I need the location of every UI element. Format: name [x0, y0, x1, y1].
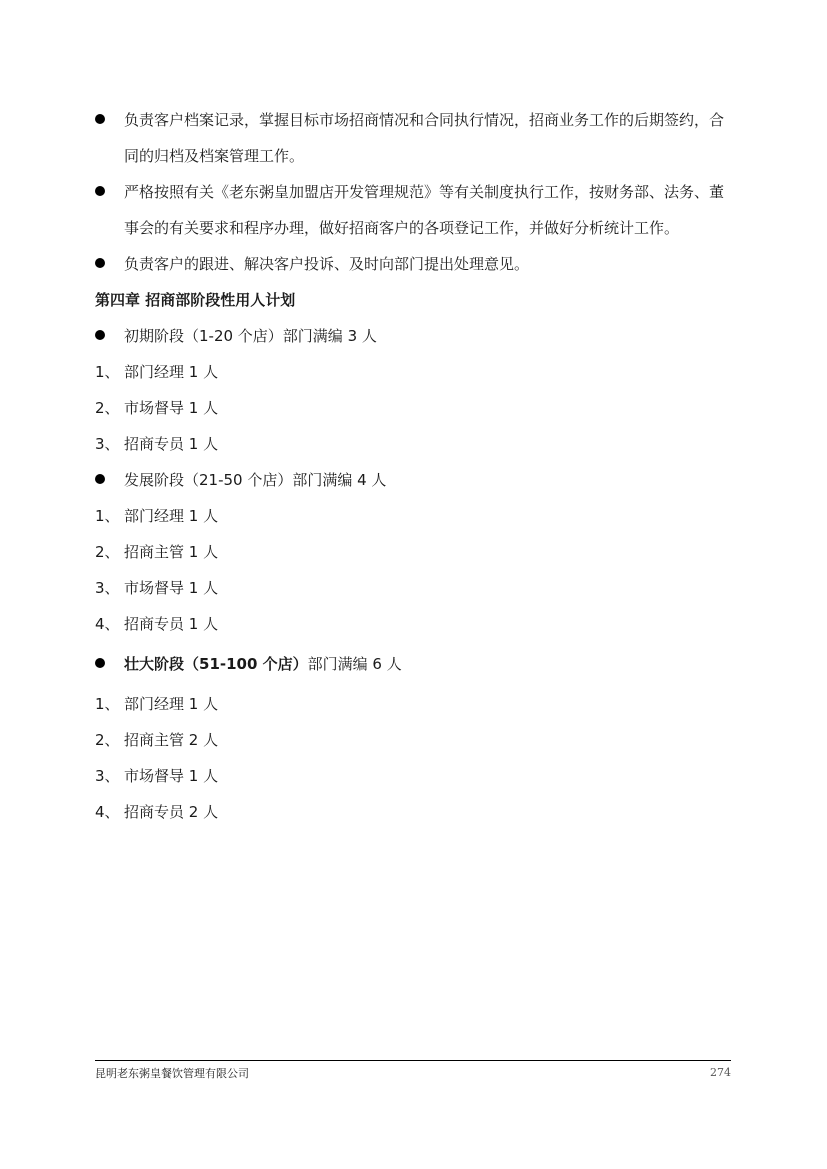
phase-title: 发展阶段（21-50 个店）部门满编 4 人 — [124, 471, 387, 489]
phase-bullet — [95, 462, 735, 498]
item-number: 2、 — [95, 543, 120, 561]
item-text: 招商专员 1 人 — [124, 615, 219, 633]
list-item — [95, 794, 735, 830]
item-text: 市场督导 1 人 — [124, 579, 219, 597]
phase-title-bold: 壮大阶段（51-100 个店） — [124, 655, 308, 673]
list-item — [95, 758, 735, 794]
item-text: 部门经理 1 人 — [124, 507, 219, 525]
list-item — [95, 606, 735, 642]
item-number: 4、 — [95, 615, 120, 633]
item-number: 3、 — [95, 579, 120, 597]
list-item — [95, 686, 735, 722]
list-item — [95, 570, 735, 606]
bullet-item — [95, 102, 735, 174]
bullet-text: 严格按照有关《老东粥皇加盟店开发管理规范》等有关制度执行工作，按财务部、法务、董事会的有关要求和程序办理，做好招商客户的各项登记工作，并做好分析统计工作。 — [124, 183, 725, 237]
bullet-text: 负责客户的跟进、解决客户投诉、及时向部门提出处理意见。 — [124, 255, 530, 273]
document-body — [95, 102, 735, 830]
bullet-text: 负责客户档案记录，掌握目标市场招商情况和合同执行情况，招商业务工作的后期签约，合同的归档及档案管理工作。 — [124, 111, 725, 165]
list-item — [95, 498, 735, 534]
bullet-dot-icon — [95, 186, 105, 196]
list-item — [95, 534, 735, 570]
footer-company: 昆明老东粥皇餐饮管理有限公司 — [95, 1067, 249, 1080]
item-text: 部门经理 1 人 — [124, 363, 219, 381]
item-text: 部门经理 1 人 — [124, 695, 219, 713]
list-item — [95, 722, 735, 758]
bullet-dot-icon — [95, 658, 105, 668]
chapter-heading: 第四章 招商部阶段性用人计划 — [95, 291, 296, 309]
item-text: 招商主管 1 人 — [124, 543, 219, 561]
item-number: 2、 — [95, 399, 120, 417]
item-number: 3、 — [95, 435, 120, 453]
bullet-dot-icon — [95, 330, 105, 340]
item-number: 2、 — [95, 731, 120, 749]
item-number: 3、 — [95, 767, 120, 785]
item-number: 1、 — [95, 363, 120, 381]
list-item — [95, 354, 735, 390]
bullet-dot-icon — [95, 114, 105, 124]
item-text: 招商主管 2 人 — [124, 731, 219, 749]
list-item — [95, 390, 735, 426]
item-text: 招商专员 2 人 — [124, 803, 219, 821]
item-text: 市场督导 1 人 — [124, 399, 219, 417]
item-number: 4、 — [95, 803, 120, 821]
page-number: 274 — [710, 1066, 731, 1079]
phase-bullet — [95, 318, 735, 354]
item-text: 招商专员 1 人 — [124, 435, 219, 453]
bullet-dot-icon — [95, 474, 105, 484]
list-item — [95, 426, 735, 462]
item-number: 1、 — [95, 507, 120, 525]
phase-title-rest: 部门满编 6 人 — [307, 655, 402, 673]
bullet-item — [95, 246, 735, 282]
item-text: 市场督导 1 人 — [124, 767, 219, 785]
phase-title: 初期阶段（1-20 个店）部门满编 3 人 — [124, 327, 377, 345]
bullet-dot-icon — [95, 258, 105, 268]
footer-divider — [95, 1060, 731, 1061]
phase-bullet — [95, 646, 735, 682]
bullet-item — [95, 174, 735, 246]
item-number: 1、 — [95, 695, 120, 713]
